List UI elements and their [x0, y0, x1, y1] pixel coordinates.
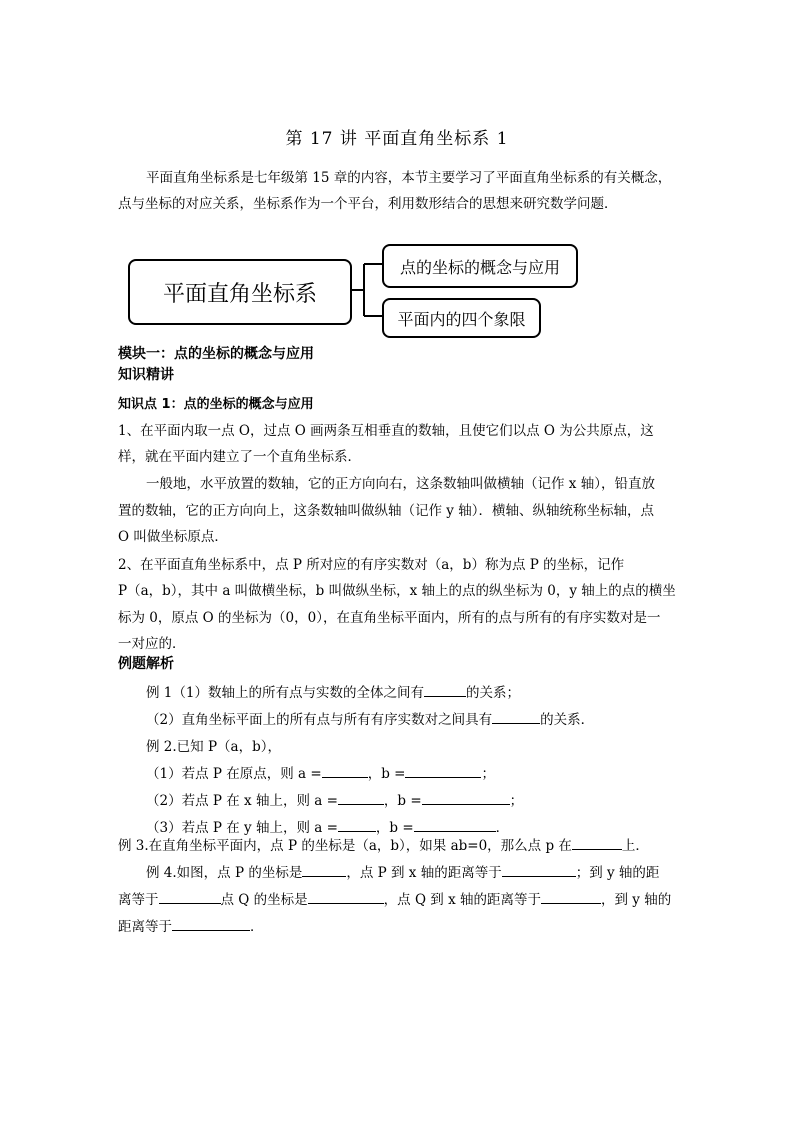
intro-line-2: 点与坐标的对应关系，坐标系作为一个平台，利用数形结合的思想来研究数学问题．: [118, 196, 618, 212]
example-1a-end: 的关系；: [465, 685, 520, 701]
example-4-text-a: 例 4.如图，点 P 的坐标是: [146, 865, 303, 881]
example-2-3-end: ．: [495, 820, 510, 836]
example-2-2-mid: ，b =: [383, 793, 422, 809]
example-4-text-c: ；到 y 轴的距: [575, 865, 660, 881]
answer-blank[interactable]: [302, 862, 346, 877]
knowledge-point-title: 知识点 1：点的坐标的概念与应用: [118, 397, 314, 412]
answer-blank[interactable]: [502, 862, 576, 877]
example-4-line-3: [118, 915, 264, 935]
example-4-text-h: 距离等于: [118, 919, 172, 935]
diagram-branch-2: 平面内的四个象限: [382, 298, 541, 338]
example-4-text-b: ，点 P 到 x 轴的距离等于: [346, 865, 502, 881]
example-1b-end: 的关系．: [540, 712, 595, 728]
module-heading: 模块一：点的坐标的概念与应用: [118, 346, 314, 362]
answer-blank[interactable]: [414, 817, 496, 832]
example-3-text: 例 3.在直角坐标平面内，点 P 的坐标是（a，b），如果 ab=0，那么点 p 在: [118, 838, 572, 854]
example-4-text-i: ．: [250, 919, 264, 935]
example-2-part-1: [146, 762, 495, 782]
example-1-part-2: [146, 708, 594, 728]
answer-blank[interactable]: [308, 889, 384, 904]
example-2-part-3: [146, 816, 509, 836]
point2-line-4: 一对应的．: [118, 636, 186, 652]
example-2-3-text: （3）若点 P 在 y 轴上，则 a =: [146, 820, 338, 836]
example-2-1-text: （1）若点 P 在原点，则 a =: [146, 766, 322, 782]
answer-blank[interactable]: [422, 790, 510, 805]
point1-para2-line-2: 置的数轴，它的正方向向上，这条数轴叫做纵轴（记作 y 轴）．横轴、纵轴统称坐标轴，点: [118, 503, 654, 519]
example-4-line-1: [146, 861, 659, 881]
example-2-1-end: ；: [481, 766, 495, 782]
example-1-part-1: [146, 681, 520, 701]
example-4-line-2: [118, 888, 671, 908]
answer-blank[interactable]: [492, 709, 540, 724]
point2-line-1: 2、在平面直角坐标系中，点 P 所对应的有序实数对（a，b）称为点 P 的坐标，记作: [118, 557, 625, 573]
point1-line-1: 1、在平面内取一点 O，过点 O 画两条互相垂直的数轴，且使它们以点 O 为公共原点，这: [118, 423, 654, 439]
diagram-branch-1: 点的坐标的概念与应用: [382, 244, 578, 288]
answer-blank[interactable]: [541, 889, 601, 904]
answer-blank[interactable]: [405, 763, 481, 778]
point2-line-3: 标为 0，原点 O 的坐标为（0，0），在直角坐标平面内，所有的点与所有的有序实数对是一: [118, 610, 661, 626]
point1-line-2: 样，就在平面内建立了一个直角坐标系．: [118, 449, 361, 465]
example-4-text-e: 点 Q 的坐标是: [220, 892, 308, 908]
point2-line-2: P（a，b），其中 a 叫做横坐标，b 叫做纵坐标，x 轴上的点的纵坐标为 0，y 轴上的点的横坐: [118, 583, 676, 599]
intro-line-1: 平面直角坐标系是七年级第 15 章的内容，本节主要学习了平面直角坐标系的有关概念，: [146, 170, 672, 186]
point1-para2-line-1: 一般地，水平放置的数轴，它的正方向向右，这条数轴叫做横轴（记作 x 轴），铅直放: [146, 476, 655, 492]
example-3-end: 上．: [621, 838, 649, 854]
example-4-text-d: 离等于: [118, 892, 159, 908]
example-4-text-f: ，点 Q 到 x 轴的距离等于: [383, 892, 542, 908]
example-3: [118, 834, 649, 854]
answer-blank[interactable]: [572, 835, 622, 850]
page-title: 第 17 讲 平面直角坐标系 1: [285, 129, 509, 149]
answer-blank[interactable]: [424, 682, 466, 697]
point1-para2-line-3: O 叫做坐标原点．: [118, 529, 228, 545]
section-knowledge: 知识精讲: [118, 367, 174, 383]
example-2-2-text: （2）若点 P 在 x 轴上，则 a =: [146, 793, 338, 809]
answer-blank[interactable]: [172, 916, 250, 931]
example-2-1-mid: ，b =: [367, 766, 406, 782]
example-2-stem: 例 2.已知 P（a，b），: [146, 739, 281, 755]
diagram-connector: [0, 0, 794, 400]
example-4-text-g: ，到 y 轴的: [601, 892, 672, 908]
example-2-2-end: ；: [509, 793, 524, 809]
example-2-part-2: [146, 789, 523, 809]
answer-blank[interactable]: [322, 763, 368, 778]
answer-blank[interactable]: [338, 817, 376, 832]
examples-heading: 例题解析: [118, 656, 174, 672]
example-2-3-mid: ，b =: [375, 820, 414, 836]
example-1a-text: 例 1（1）数轴上的所有点与实数的全体之间有: [146, 685, 424, 701]
answer-blank[interactable]: [338, 790, 384, 805]
diagram-main-node: 平面直角坐标系: [128, 259, 352, 325]
example-1b-text: （2）直角坐标平面上的所有点与所有有序实数对之间具有: [146, 712, 493, 728]
answer-blank[interactable]: [159, 889, 221, 904]
